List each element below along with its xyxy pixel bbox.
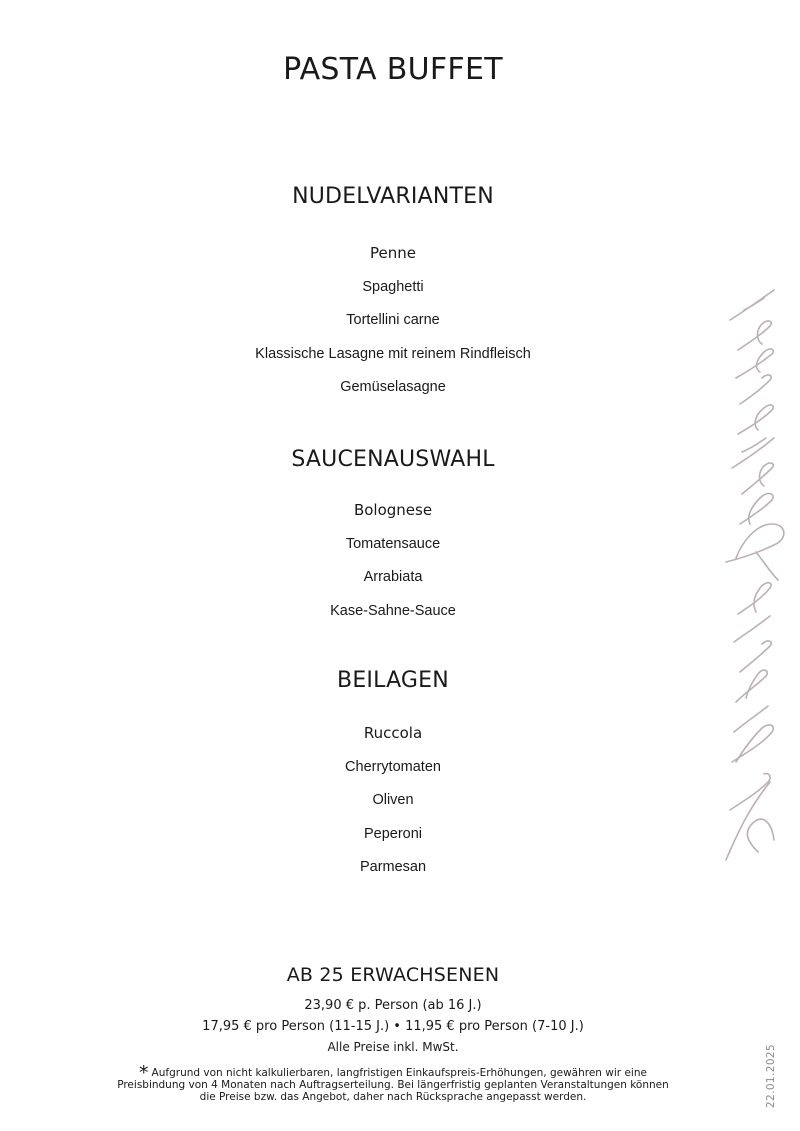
item-list: [0, 717, 786, 885]
print-date: 22.01.2025: [765, 1043, 777, 1109]
section-heading: BEILAGEN: [337, 668, 449, 693]
menu-item: Kase-Sahne-Sauce: [330, 602, 456, 619]
pricing-block: [0, 962, 786, 1058]
adult-price: 23,90 € p. Person (ab 16 J.): [304, 998, 482, 1013]
section-beilagen: [0, 666, 786, 885]
menu-item: Parmesan: [359, 859, 427, 876]
menu-item: Ruccola: [363, 724, 423, 742]
section-saucenauswahl: [0, 445, 786, 628]
menu-item: Spaghetti: [362, 278, 424, 295]
menu-item: Penne: [370, 244, 416, 262]
section-nudelvarianten: [0, 182, 786, 405]
menu-item: Bolognese: [353, 501, 433, 519]
page-title: PASTA BUFFET: [283, 52, 503, 87]
menu-item: Klassische Lasagne mit reinem Rindfleisch: [255, 345, 531, 362]
section-heading: NUDELVARIANTEN: [292, 184, 494, 209]
footnote-asterisk: *: [139, 1062, 149, 1084]
script-logo-icon: [712, 262, 792, 868]
pricing-heading: AB 25 ERWACHSENEN: [286, 964, 500, 986]
child-prices: 17,95 € pro Person (11-15 J.) • 11,95 € pro Person (7-10 J.): [202, 1019, 584, 1034]
section-heading: SAUCENAUSWAHL: [291, 447, 495, 472]
price-footnote: [108, 1062, 678, 1103]
vat-note: Alle Preise inkl. MwSt.: [327, 1040, 459, 1054]
item-list: [0, 237, 786, 405]
menu-item: Arrabiata: [363, 569, 423, 586]
item-list: [0, 494, 786, 628]
menu-item: Tortellini carne: [346, 312, 440, 329]
menu-item: Gemüselasagne: [340, 379, 446, 396]
menu-item: Peperoni: [363, 825, 423, 842]
logo-strokes: [726, 290, 784, 860]
menu-item: Cherrytomaten: [345, 758, 441, 775]
menu-item: Oliven: [372, 792, 414, 809]
restaurant-logo: [712, 262, 792, 868]
footnote-text: Aufgrund von nicht kalkulierbaren, langfristigen Einkaufspreis-Erhöhungen, gewähren wir eine Preisbindung von 4 Monaten nach Auftragserteilung. Bei längerfristig geplanten Veranstaltungen können die Preise bzw. das Angebot, daher nach Rücksprache angepasst werden.: [117, 1067, 669, 1103]
menu-item: Tomatensauce: [345, 535, 441, 552]
